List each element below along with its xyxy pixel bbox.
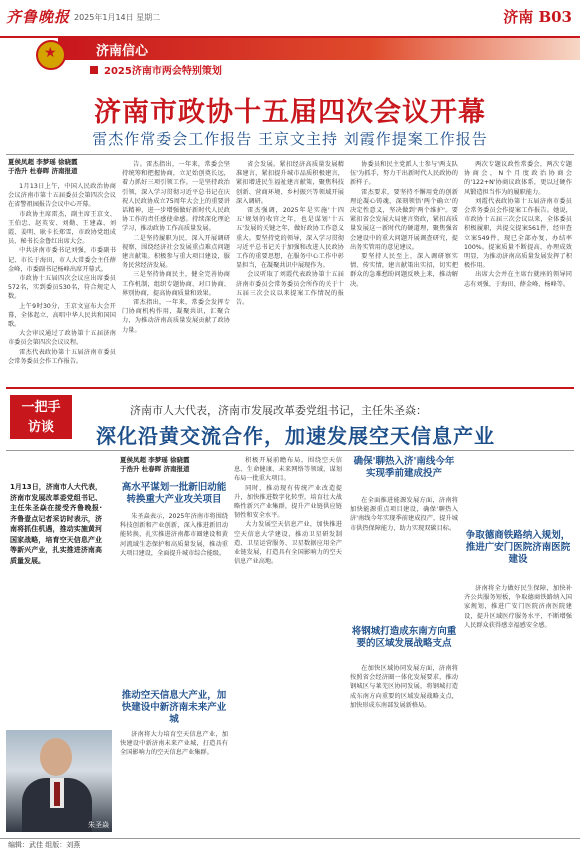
- photo-caption: 朱圣焱: [88, 821, 109, 829]
- page-section: 济南 B03: [503, 8, 572, 26]
- interview-text-4: [350, 664, 458, 832]
- column-subtitle: 2025济南市两会特别策划: [104, 66, 222, 77]
- paragraph: 在加快区域协同发展方面，济南将按照省会经济圈一体化发展要求，推动钢城区与莱芜区协同发展，将钢城打造成东南方向重要的区域发展战略支点，加快形成东南部发展新格局。: [350, 665, 458, 709]
- paragraph: 上午9时30分，王京文宣布大会开幕，全体起立，高唱中华人民共和国国歌。: [8, 302, 116, 329]
- page-footer: [0, 838, 580, 852]
- paragraph: 刘霞代表政协第十五届济南市委员会常务委员会作提案工作报告。她说，市政协十五届三次会议以来，全体委员积极履职，共提交提案561件，经审查立案549件，现已全部办复，办结率100%。提案质量不断提高，办理成效明显，为推动济南高质量发展发挥了积极作用。: [464, 197, 572, 270]
- paragraph: 会议听取了刘霞代表政协第十五届济南市委员会常务委员会所作的关于十五届三次会议以来提案工作情况的报告。: [236, 271, 344, 307]
- paragraph: 在全面推进能源发展方面，济南将加快能源重点项目建设，确保'聊热入济'南线今年实现季前建成投产，提升城市供热保障能力，助力实现双碳目标。: [350, 497, 458, 532]
- column-title: 济南信心: [96, 44, 149, 59]
- divider: [6, 154, 574, 155]
- divider: [6, 450, 574, 451]
- subhead-2: 推动空天信息大产业，加快建设中新济南未来产业城: [121, 690, 227, 725]
- newspaper-logo: 齐鲁晚报: [6, 8, 71, 26]
- article-column-1: [8, 182, 116, 380]
- subhead-4: 将钢城打造成东南方向重要的区域发展战略支点: [351, 626, 457, 649]
- article-byline: 夏侯凤超 李梦瑶 徐晓霞 于浩升 杜春晖 济南报道: [8, 158, 78, 175]
- paragraph: 要坚持人民至上，深入调研察实情、传实情，建言献策出实招，切实把群众的急难愁盼问题反映上来，推动解决。: [350, 253, 458, 288]
- paragraph: 两次专题议政性常委会，两次专题协商会，N个月度政治协商会的'122+N'协商议政体系，更以过硬作风锻造担当作为的履职能力。: [464, 161, 572, 196]
- paragraph: 省会发展。紧扣经济高质量发展精准建言，紧扣提升城市品质积极建言，紧扣增进民生福祉建言献策，聚焦科技创新、营商环境、乡村振兴等领域开展深入调研。: [236, 161, 344, 205]
- interview-text-5: [464, 584, 572, 832]
- paragraph: 济南将全力做好民生保障，加快补齐公共服务短板，争取德商铁路纳入国家规划，推进广安门医院济南医院建设，提升区域医疗服务水平，不断增强人民群众获得感幸福感安全感。: [464, 585, 572, 629]
- paragraph: 二是坚持履职为民，深入开展调研视察，围绕经济社会发展重点难点问题建言献策。积极参与重大项目建设，服务民营经济发展。: [122, 234, 230, 270]
- paragraph: 大会审议通过了政协第十五届济南市委员会第四次会议议程。: [8, 330, 116, 347]
- flag-marker-icon: [90, 66, 98, 74]
- editor-credits: 编辑：武佳 组版：刘燕: [8, 841, 81, 849]
- portrait-face: [40, 738, 72, 776]
- subhead-1: 高水平谋划一批新旧动能转换重大产业攻关项目: [121, 482, 227, 505]
- issue-date: 2025年1月14日 星期二: [74, 13, 161, 22]
- main-subheadline: 雷杰作常委会工作报告 王京文主持 刘霞作提案工作报告: [92, 130, 488, 148]
- interview-text-3: [350, 496, 458, 616]
- main-headline: 济南市政协十五届四次会议开幕: [94, 97, 486, 128]
- article-column-5: [464, 160, 572, 380]
- national-emblem-icon: [36, 40, 66, 70]
- paragraph: 雷杰要求，要坚持不懈用党的创新理论凝心铸魂，深刻领悟'两个确立'的决定性意义，坚决做到'两个维护'。要紧扣省会发展大局建言资政，紧扣高质量发展这一新时代的硬道理，聚焦强省会建设中的重大问题开展调查研究，提出务实管用的意见建议。: [350, 188, 458, 251]
- paragraph: 雷杰代表政协第十五届济南市委员会常务委员会作工作报告。: [8, 348, 116, 365]
- paragraph: 协委员和民主党派人士参与'两支队伍'为抓手，努力干出新时代人民政协的新样子。: [350, 161, 458, 187]
- paragraph: 告。雷杰指出，一年来，常委会坚持统筹和把握协商，立足始创奠长远，着力抓好三项引领工作。一是坚持政治引领，深入学习贯彻习近平总书记在庆祝人民政协成立75周年大会上的重要讲话精神，进一步增强做好新时代人民政协工作的责任感使命感。持续深化理论学习，推动政协工作高质量发展。: [122, 161, 230, 233]
- paragraph: 1月13日上午，中国人民政治协商会议济南市第十五届委员会第四次会议在省警祖园报告会议中心开幕。: [8, 183, 116, 209]
- interview-text-1: [120, 512, 228, 682]
- paragraph: 中共济南市委书记刘强，市委副书记、市长于海田，市人大常委会主任薛金峰，市委副书记杨峰出席开幕式。: [8, 247, 116, 273]
- paragraph: 朱圣焱表示，2025年济南市将围绕科技创新和产业创新，深入推进新旧动能转换，扎实推进济南都市圈建设和黄河流域生态保护和高质量发展，推动重大项目建设，全面提升城市综合能级。: [120, 513, 228, 557]
- article-column-3: [236, 160, 344, 380]
- paragraph: 济南将大力培育空天信息产业，加快建设中新济南未来产业城，打造具有全国影响力的空天信息产业集群。: [120, 731, 228, 757]
- section-divider: [6, 387, 574, 389]
- paragraph: 大力发展空天信息产业，加快推进空天信息大学建设，推动卫星研发制造、卫星运营服务、卫星数据应用全产业链发展，打造具有全国影响力的空天信息产业高地。: [234, 521, 342, 566]
- interview-tag: 一把手 访谈: [21, 400, 61, 435]
- interview-headline: 深化沿黄交流合作，加速发展空天信息产业: [96, 424, 495, 448]
- article-column-2: [122, 160, 230, 380]
- interview-text-mid: [234, 456, 342, 832]
- paragraph: 市政协主席雷杰，副主席王京文、王伯忠、赵英安、刘勤、王建森、刘霞、姜明、耿卡长郑雪，市政协党组成员、秘书长金鲁红出席大会。: [8, 210, 116, 246]
- paragraph: 同时，推动现有传统产业改造提升，加快推进数字化转型，培育壮大战略性新兴产业集群，提升产业链供应链韧性和安全水平。: [234, 484, 342, 520]
- interview-byline: 夏侯凤超 李梦瑶 徐晓霞 于浩升 杜春晖 济南报道: [120, 456, 190, 473]
- paragraph: 出席大会并在主席台就座的领导同志有刘强、于海田、薛金峰、杨峰等。: [464, 271, 572, 288]
- portrait-tie: [54, 782, 60, 806]
- subhead-5: 争取德商铁路纳入规划，推进广安门医院济南医院建设: [465, 530, 571, 565]
- interview-text-2: [120, 730, 228, 832]
- interview-lead: 1月13日，济南市人大代表，济南市发展改革委党组书记、主任朱圣焱在接受齐鲁晚报·齐鲁壹点记者采访时表示，济南将抓住机遇，推动实施黄河国家战略，培育空天信息产业等新兴产业，扎实推进济南高质量发展。: [10, 483, 102, 565]
- paragraph: 市政协十五届四次会议应出席委员572名，实到委员530名，符合规定人数。: [8, 275, 116, 301]
- article-column-4: [350, 160, 458, 380]
- paragraph: 雷杰指出，一年来，常委会发挥专门协商机构作用，凝聚共识，汇聚合力，为推动济南高质量发展贡献了政协力量。: [122, 299, 230, 334]
- interview-kicker: 济南市人大代表，济南市发展改革委党组书记，主任朱圣焱：: [130, 404, 427, 417]
- paragraph: 雷杰强调，2025年是实施'十四五'规划的收官之年，也是谋划'十五五'发展的关键之年，做好政协工作意义重大。要坚持党的领导，深入学习贯彻习近平总书记关于加强和改进人民政协工作的重要思想，在服务中心工作中彰显担当，在凝聚共识中展现作为。: [236, 207, 344, 270]
- subhead-3: 确保'聊热入济'南线今年实现季前建成投产: [353, 456, 455, 479]
- paragraph: 三是坚持协商民主，健全完善协商工作机制，组织专题协商、对口协商、界别协商，提高协商质量和效果。: [122, 271, 230, 297]
- paragraph: 积极开展前瞻布局，围绕空天信息、生命健康、未来网络等领域，谋划布局一批重大项目。: [234, 457, 342, 483]
